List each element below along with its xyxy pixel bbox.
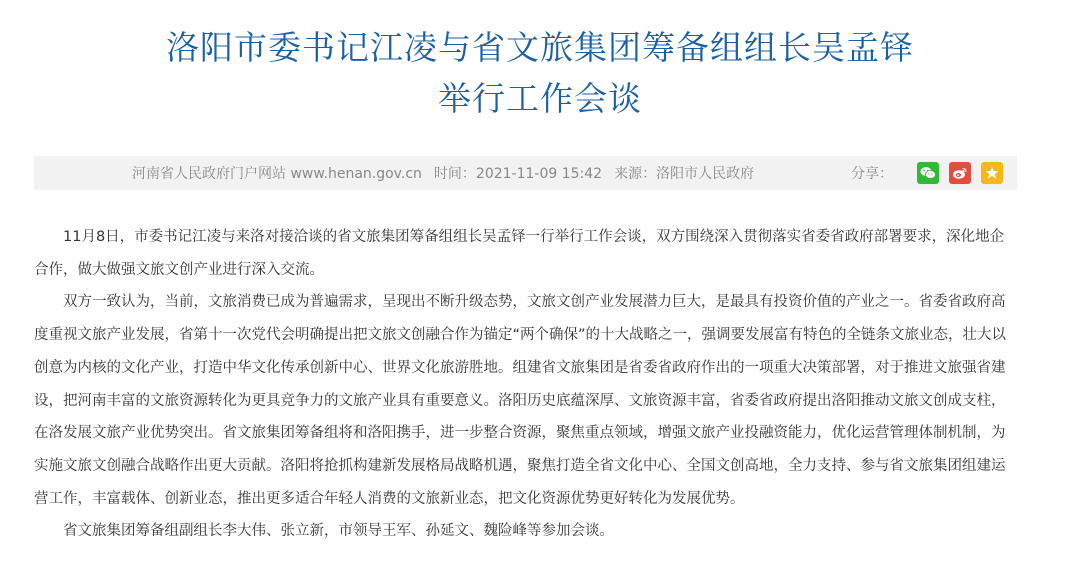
- star-icon: [985, 166, 999, 180]
- article-meta-bar: [34, 156, 1017, 190]
- article-title: [0, 22, 1080, 124]
- share-qzone-button[interactable]: [981, 162, 1003, 184]
- share-wechat-button[interactable]: [917, 162, 939, 184]
- article-meta-info: [132, 156, 766, 190]
- share-label: 分享：: [851, 166, 893, 182]
- time-label: 时间：: [433, 166, 476, 182]
- weibo-icon: [952, 166, 968, 180]
- article-paragraph: 省文旅集团筹备组副组长李大伟、张立新，市领导王军、孙延文、魏险峰等参加会谈。: [63, 523, 614, 540]
- article-paragraph: 11月8日，市委书记江凌与来洛对接洽谈的省文旅集团筹备组组长吴孟铎一行举行工作会谈，双方围绕深入贯彻落实省委省政府部署要求，深化地企合作，做大做强文旅文创产业进行深入交流。: [34, 229, 1005, 278]
- share-bar: [851, 156, 1003, 190]
- share-weibo-button[interactable]: [949, 162, 971, 184]
- source-label: 来源：: [614, 166, 657, 182]
- time-value: 2021-11-09 15:42: [475, 166, 603, 182]
- article-title-line-2: 举行工作会谈: [438, 79, 642, 118]
- source-site[interactable]: 河南省人民政府门户网站 www.henan.gov.cn: [132, 166, 422, 182]
- source-value: 洛阳市人民政府: [656, 166, 755, 182]
- article-body: [34, 221, 1017, 548]
- article-title-line-1: 洛阳市委书记江凌与省文旅集团筹备组组长吴孟铎: [166, 28, 914, 67]
- article-source: [614, 163, 754, 183]
- wechat-icon: [920, 166, 936, 180]
- publish-time: [434, 163, 602, 183]
- article-paragraph: 双方一致认为，当前，文旅消费已成为普遍需求，呈现出不断升级态势，文旅文创产业发展潜力巨大，是最具有投资价值的产业之一。省委省政府高度重视文旅产业发展，省第十一次党代会明确提出把文旅文创融合作为锚定“两个确保”的十大战略之一，强调要发展富有特色的全链条文旅业态，壮大以创意为内核的文化产业，打造中华文化传承创新中心、世界文化旅游胜地。组建省文旅集团是省委省政府作出的一项重大决策部署，对于推进文旅强省建设，把河南丰富的文旅资源转化为更具竞争力的文旅产业具有重要意义。洛阳历史底蕴深厚、文旅资源丰富，省委省政府提出洛阳推动文旅文创成支柱，在洛发展文旅产业优势突出。省文旅集团筹备组将和洛阳携手，进一步整合资源，聚焦重点领域，增强文旅产业投融资能力，优化运营管理体制机制，为实施文旅文创融合战略作出更大贡献。洛阳将抢抓构建新发展格局战略机遇，聚焦打造全省文化中心、全国文创高地，全力支持、参与省文旅集团组建运营工作，丰富载体、创新业态，推出更多适合年轻人消费的文旅新业态，把文化资源优势更好转化为发展优势。: [34, 294, 1007, 507]
